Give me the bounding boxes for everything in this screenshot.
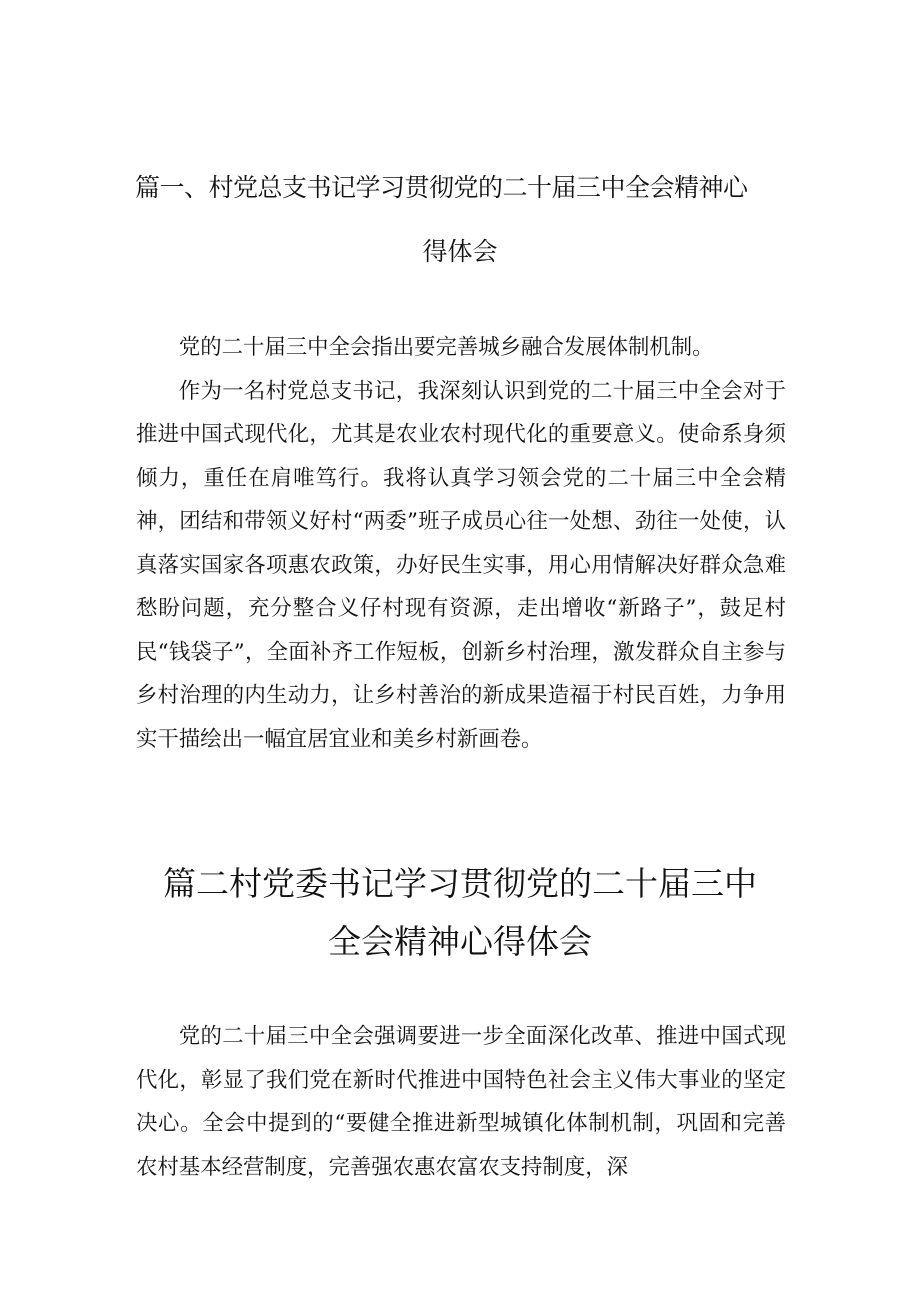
section2-title-line1: 篇二村党委书记学习贯彻党的二十届三中 <box>163 864 757 903</box>
section1-title-line1: 篇一、村党总支书记学习贯彻党的二十届三中全会精神心 <box>135 173 748 202</box>
section1-paragraph: 党的二十届三中全会指出要完善城乡融合发展体制机制。 <box>178 335 714 360</box>
section2-paragraph: 党的二十届三中全会强调要进一步全面深化改革、推进中国式现代化，彰显了我们党在新时代推进中国特色社会主义伟大事业的坚定决心。全会中提到的“要健全推进新型城镇化体制机制，巩固和完善农村基本经营制度，完善强农惠农富农支持制度，深 <box>136 1024 786 1180</box>
section2-body <box>136 1015 786 1189</box>
section1-body <box>136 326 786 761</box>
section1-paragraph: 作为一名村党总支书记，我深刻认识到党的二十届三中全会对于推进中国式现代化，尤其是农业农村现代化的重要意义。使命系身须倾力，重任在肩唯笃行。我将认真学习领会党的二十届三中全会精神，团结和带领义好村“两委”班子成员心往一处想、劲往一处使，认真落实国家各项惠农政策，办好民生实事，用心用情解决好群众急难愁盼问题，充分整合义仔村现有资源，走出增收“新路子”，鼓足村民“钱袋子”，全面补齐工作短板，创新乡村治理，激发群众自主参与乡村治理的内生动力，让乡村善治的新成果造福于村民百姓，力争用实干描绘出一幅宜居宜业和美乡村新画卷。 <box>136 378 786 752</box>
section1-title-line2: 得体会 <box>422 237 498 266</box>
section2-title <box>0 855 920 971</box>
section2-title-line2: 全会精神心得体会 <box>328 922 592 961</box>
